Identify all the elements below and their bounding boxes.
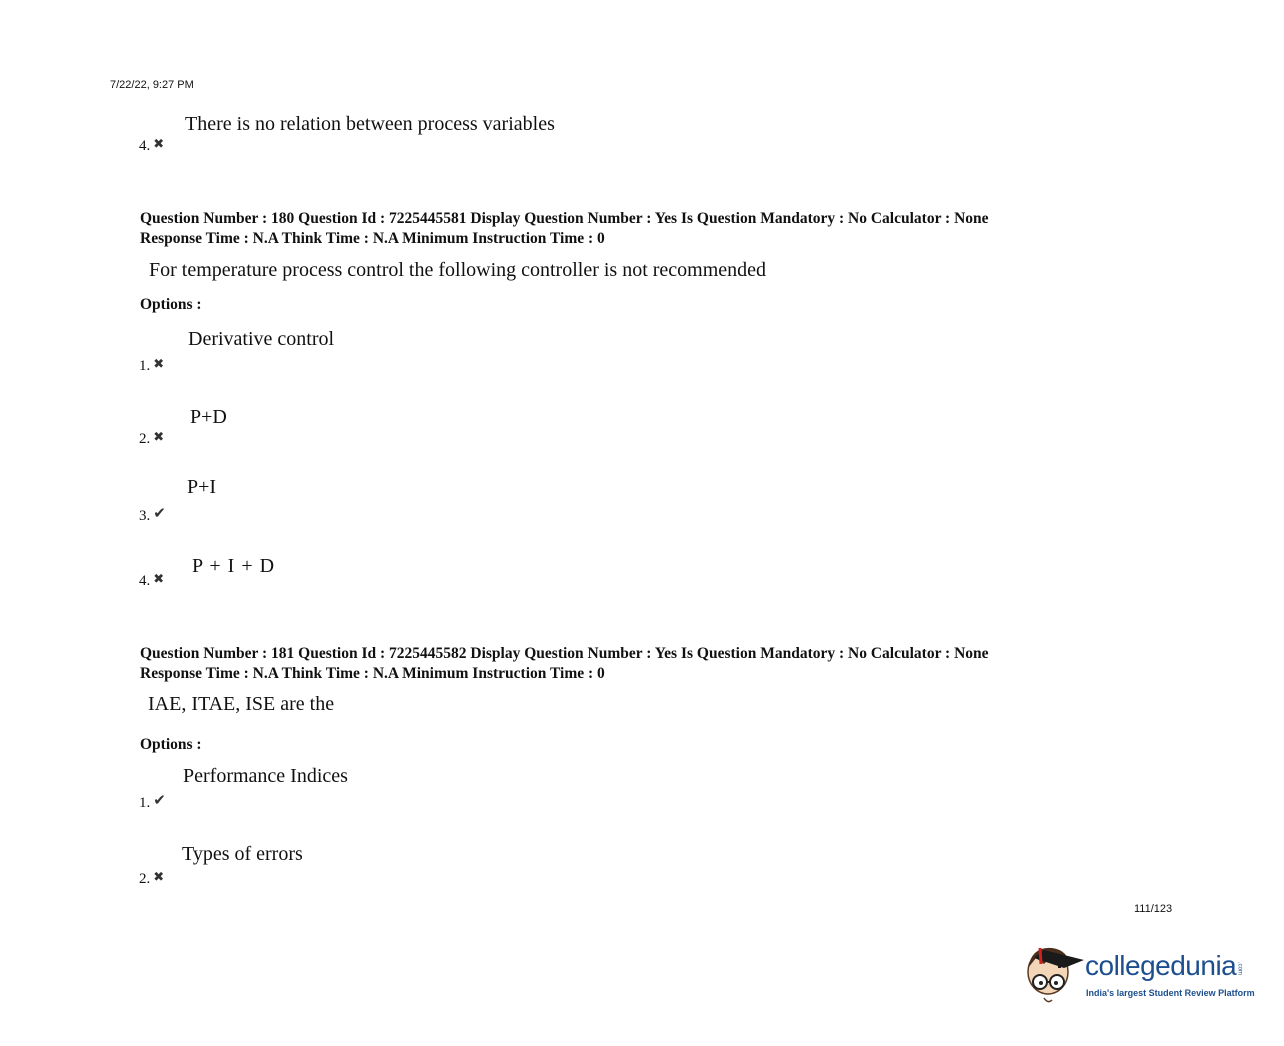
option-number: 2. — [139, 431, 151, 447]
q180-option-1-text: Derivative control — [188, 328, 335, 350]
q180-meta-line1: Question Number : 180 Question Id : 7225445581 Display Question Number : Yes Is Question Mandatory : No Calculator : None — [140, 210, 989, 227]
q180-question-text: For temperature process control the following controller is not recommended — [149, 259, 767, 281]
logo-tagline: India's largest Student Review Platform — [1086, 988, 1255, 998]
option-number: 3. — [139, 508, 151, 524]
q181-option-2-text: Types of errors — [182, 843, 303, 865]
print-timestamp: 7/22/22, 9:27 PM — [110, 79, 194, 91]
option-number: 1. — [139, 795, 151, 811]
logo-wordmark — [1085, 950, 1242, 982]
check-icon: ✔ — [153, 506, 166, 522]
q180-option-1-number — [139, 356, 164, 375]
cross-icon: ✖ — [153, 356, 165, 371]
option-number: 4. — [139, 573, 151, 589]
cross-icon: ✖ — [153, 869, 165, 884]
q180-meta — [140, 209, 989, 249]
page-number: 111/123 — [1134, 903, 1173, 915]
q180-options-label: Options : — [140, 296, 202, 313]
cross-icon: ✖ — [153, 571, 165, 586]
q181-meta-line2: Response Time : N.A Think Time : N.A Minimum Instruction Time : 0 — [140, 665, 605, 682]
check-icon: ✔ — [153, 793, 166, 809]
prev-option-4-number — [139, 136, 164, 155]
q181-meta — [140, 644, 989, 684]
prev-option-4-text: There is no relation between process variables — [185, 113, 555, 135]
logo-name: collegedunia — [1085, 950, 1237, 981]
cross-icon: ✖ — [153, 136, 165, 151]
collegedunia-logo — [1024, 938, 1254, 1010]
q181-option-1-text: Performance Indices — [183, 765, 348, 787]
q181-question-text: IAE, ITAE, ISE are the — [148, 693, 335, 715]
logo-suffix: .com — [1236, 961, 1243, 975]
option-number: 4. — [139, 138, 151, 154]
q180-option-3-text: P+I — [187, 476, 217, 498]
q180-option-2-text: P+D — [190, 406, 227, 428]
q180-option-4-text: P + I + D — [192, 555, 276, 577]
mascot-icon — [1024, 938, 1086, 1008]
q181-option-1-number — [139, 791, 166, 812]
q180-option-3-number — [139, 504, 166, 525]
q181-options-label: Options : — [140, 736, 202, 753]
q181-meta-line1: Question Number : 181 Question Id : 7225445582 Display Question Number : Yes Is Question Mandatory : No Calculator : None — [140, 645, 989, 662]
option-number: 1. — [139, 358, 151, 374]
q180-option-4-number — [139, 571, 164, 590]
option-number: 2. — [139, 871, 151, 887]
cross-icon: ✖ — [153, 429, 165, 444]
q180-meta-line2: Response Time : N.A Think Time : N.A Minimum Instruction Time : 0 — [140, 230, 605, 247]
q180-option-2-number — [139, 429, 164, 448]
q181-option-2-number — [139, 869, 164, 888]
